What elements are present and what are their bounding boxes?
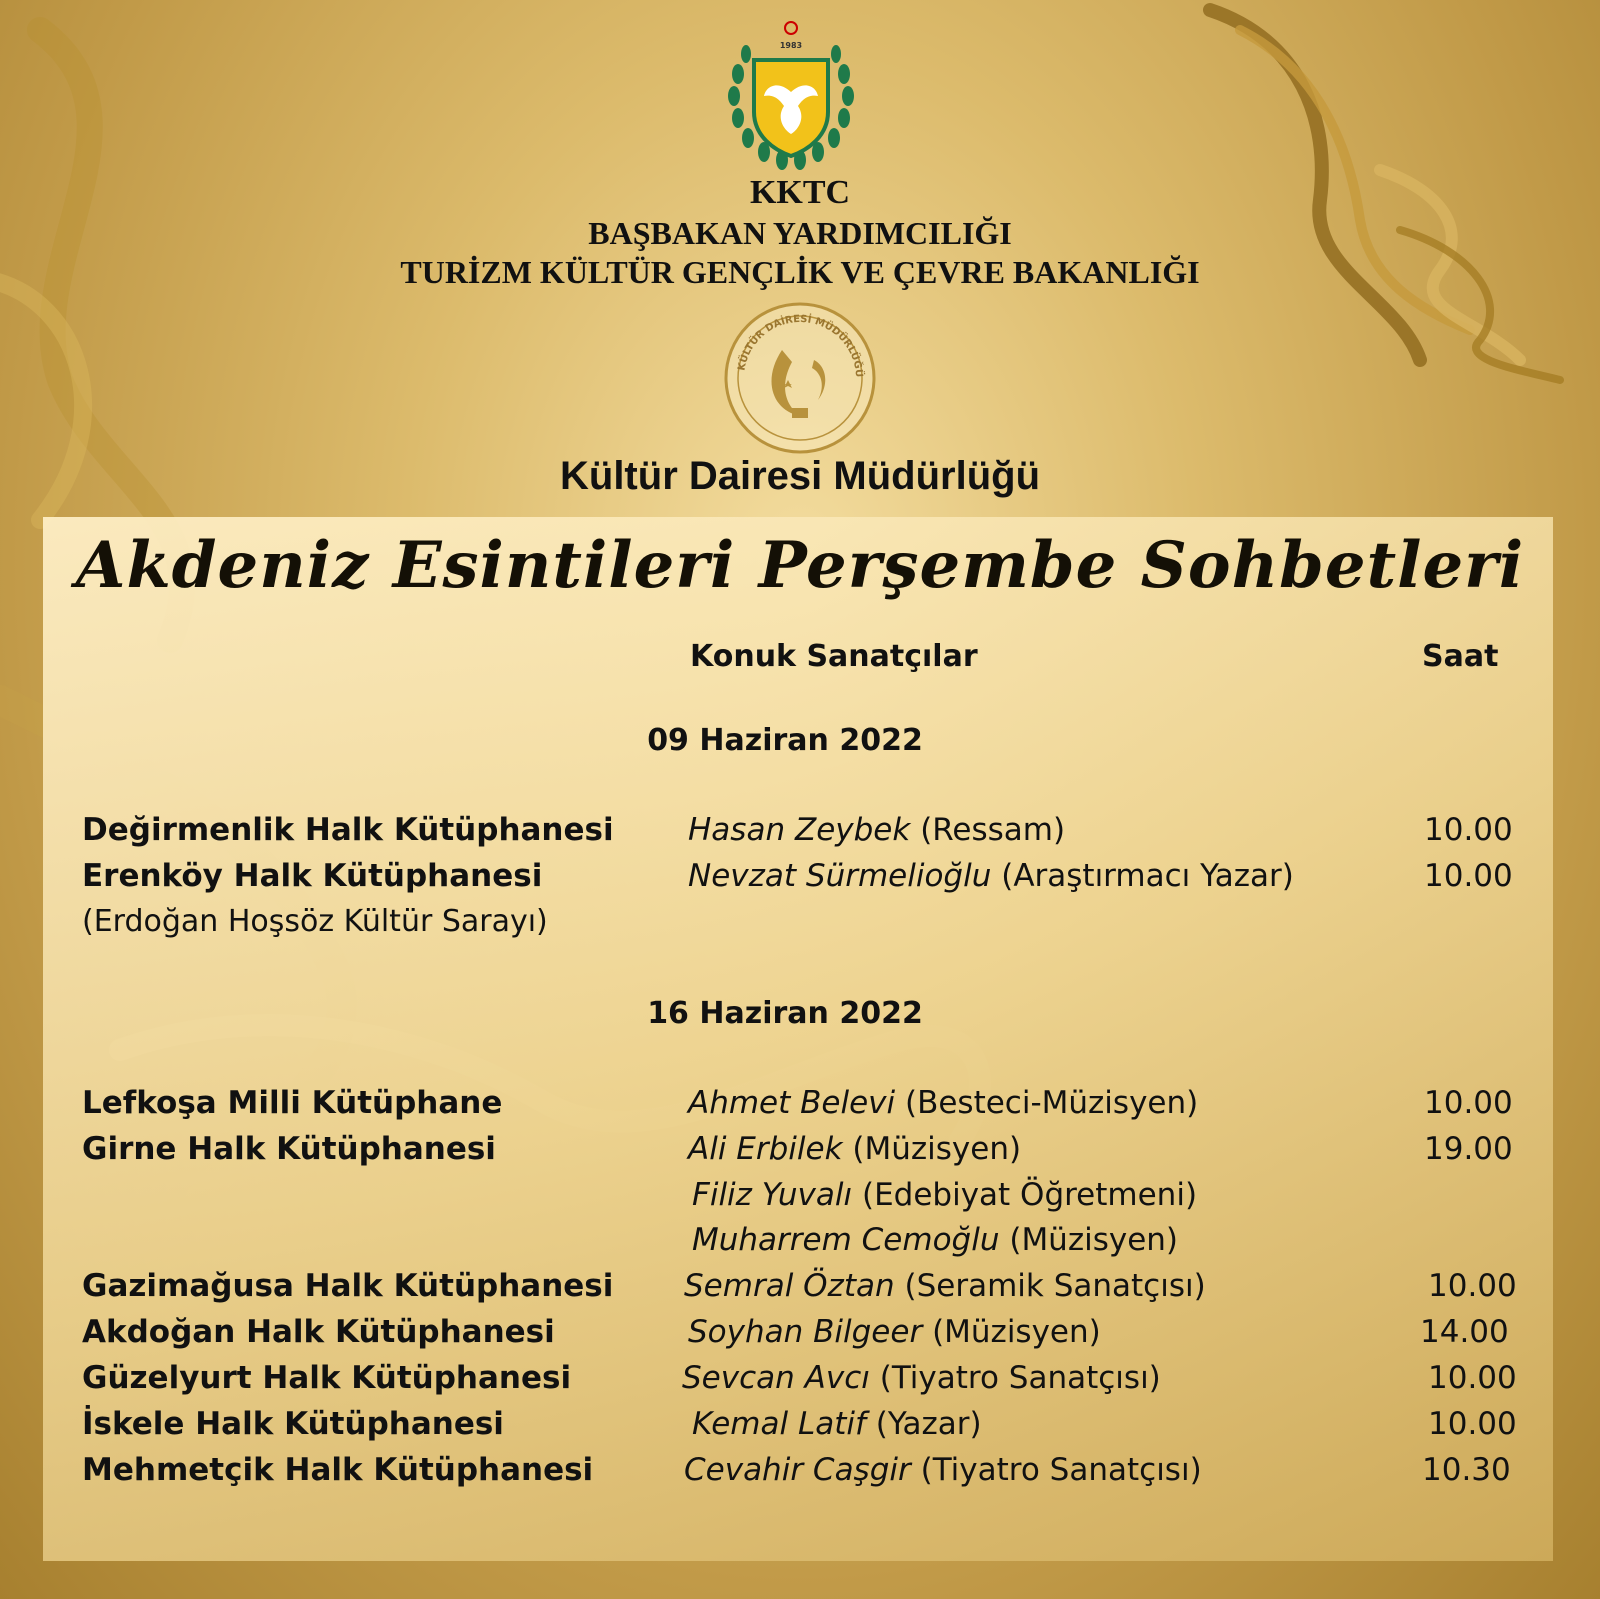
artist bbox=[688, 1314, 1101, 1350]
schedule-row-sub bbox=[0, 904, 1600, 948]
seal-text: KÜLTÜR DAİRESİ MÜDÜRLÜĞÜ bbox=[736, 313, 865, 378]
column-header-time: Saat bbox=[1422, 639, 1499, 674]
date-heading: 16 Haziran 2022 bbox=[647, 996, 923, 1031]
schedule-row bbox=[0, 1085, 1600, 1129]
header-country: KKTC bbox=[749, 174, 851, 211]
library-name: Akdoğan Halk Kütüphanesi bbox=[82, 1314, 555, 1350]
schedule-row bbox=[0, 812, 1600, 856]
schedule-row bbox=[0, 1360, 1600, 1404]
artist bbox=[688, 812, 1065, 848]
artist-name: Muharrem Cemoğlu bbox=[692, 1222, 1000, 1258]
department-seal-icon bbox=[722, 300, 878, 456]
artist-name: Hasan Zeybek bbox=[688, 812, 911, 848]
artist-name: Nevzat Sürmelioğlu bbox=[688, 858, 992, 894]
artist-role: (Tiyatro Sanatçısı) bbox=[879, 1360, 1161, 1396]
schedule-row bbox=[0, 1177, 1600, 1221]
schedule-row bbox=[0, 1452, 1600, 1496]
artist-role: (Tiyatro Sanatçısı) bbox=[920, 1452, 1202, 1488]
library-name: Güzelyurt Halk Kütüphanesi bbox=[82, 1360, 572, 1396]
session-time: 10.00 bbox=[1424, 858, 1513, 894]
artist bbox=[682, 1360, 1161, 1396]
library-venue: (Erdoğan Hoşsöz Kültür Sarayı) bbox=[82, 904, 548, 939]
artist bbox=[692, 1222, 1178, 1258]
artist-name: Sevcan Avcı bbox=[682, 1360, 870, 1396]
artist-name: Cevahir Caşgir bbox=[684, 1452, 911, 1488]
header-office: BAŞBAKAN YARDIMCILIĞI bbox=[588, 215, 1012, 251]
department-name: Kültür Dairesi Müdürlüğü bbox=[560, 454, 1040, 498]
session-time: 10.00 bbox=[1424, 812, 1513, 848]
artist bbox=[688, 1085, 1198, 1121]
session-time: 14.00 bbox=[1420, 1314, 1509, 1350]
artist-role: (Ressam) bbox=[920, 812, 1066, 848]
schedule-row bbox=[0, 1222, 1600, 1266]
library-name: Değirmenlik Halk Kütüphanesi bbox=[82, 812, 614, 848]
artist bbox=[688, 1131, 1021, 1167]
kktc-emblem-icon bbox=[716, 14, 866, 174]
session-time: 10.00 bbox=[1428, 1268, 1517, 1304]
artist-role: (Müzisyen) bbox=[932, 1314, 1101, 1350]
artist-name: Kemal Latif bbox=[692, 1406, 866, 1442]
artist-role: (Seramik Sanatçısı) bbox=[904, 1268, 1206, 1304]
header-ministry: TURİZM KÜLTÜR GENÇLİK VE ÇEVRE BAKANLIĞI bbox=[400, 254, 1200, 290]
session-time: 10.00 bbox=[1424, 1085, 1513, 1121]
artist-name: Filiz Yuvalı bbox=[692, 1177, 853, 1213]
library-name: İskele Halk Kütüphanesi bbox=[82, 1406, 504, 1442]
artist bbox=[692, 1406, 982, 1442]
artist-role: (Müzisyen) bbox=[1009, 1222, 1179, 1258]
event-title: Akdeniz Esintileri Perşembe Sohbetleri bbox=[75, 528, 1525, 603]
schedule-row bbox=[0, 1268, 1600, 1312]
artist-role: (Yazar) bbox=[875, 1406, 982, 1442]
artist bbox=[688, 858, 1294, 894]
library-name: Girne Halk Kütüphanesi bbox=[82, 1131, 496, 1167]
emblem-year: 1983 bbox=[779, 41, 803, 50]
artist-role: (Araştırmacı Yazar) bbox=[1001, 858, 1294, 894]
schedule-row bbox=[0, 1406, 1600, 1450]
library-name: Lefkoşa Milli Kütüphane bbox=[82, 1085, 503, 1121]
artist bbox=[684, 1268, 1206, 1304]
artist-name: Ali Erbilek bbox=[688, 1131, 843, 1167]
artist-name: Soyhan Bilgeer bbox=[688, 1314, 923, 1350]
session-time: 10.00 bbox=[1428, 1406, 1517, 1442]
session-time: 10.00 bbox=[1428, 1360, 1517, 1396]
date-heading: 09 Haziran 2022 bbox=[647, 723, 923, 758]
column-header-artists: Konuk Sanatçılar bbox=[690, 639, 978, 674]
library-name: Mehmetçik Halk Kütüphanesi bbox=[82, 1452, 594, 1488]
artist-role: (Edebiyat Öğretmeni) bbox=[861, 1177, 1198, 1213]
library-name: Gazimağusa Halk Kütüphanesi bbox=[82, 1268, 614, 1304]
schedule-row bbox=[0, 858, 1600, 902]
session-time: 19.00 bbox=[1424, 1131, 1513, 1167]
artist-name: Semral Öztan bbox=[684, 1268, 895, 1304]
schedule-row bbox=[0, 1131, 1600, 1175]
artist-role: (Müzisyen) bbox=[852, 1131, 1022, 1167]
schedule-row bbox=[0, 1314, 1600, 1358]
artist bbox=[684, 1452, 1202, 1488]
artist-name: Ahmet Belevi bbox=[688, 1085, 896, 1121]
library-name: Erenköy Halk Kütüphanesi bbox=[82, 858, 543, 894]
artist bbox=[692, 1177, 1197, 1213]
session-time: 10.30 bbox=[1422, 1452, 1511, 1488]
artist-role: (Besteci-Müzisyen) bbox=[904, 1085, 1199, 1121]
